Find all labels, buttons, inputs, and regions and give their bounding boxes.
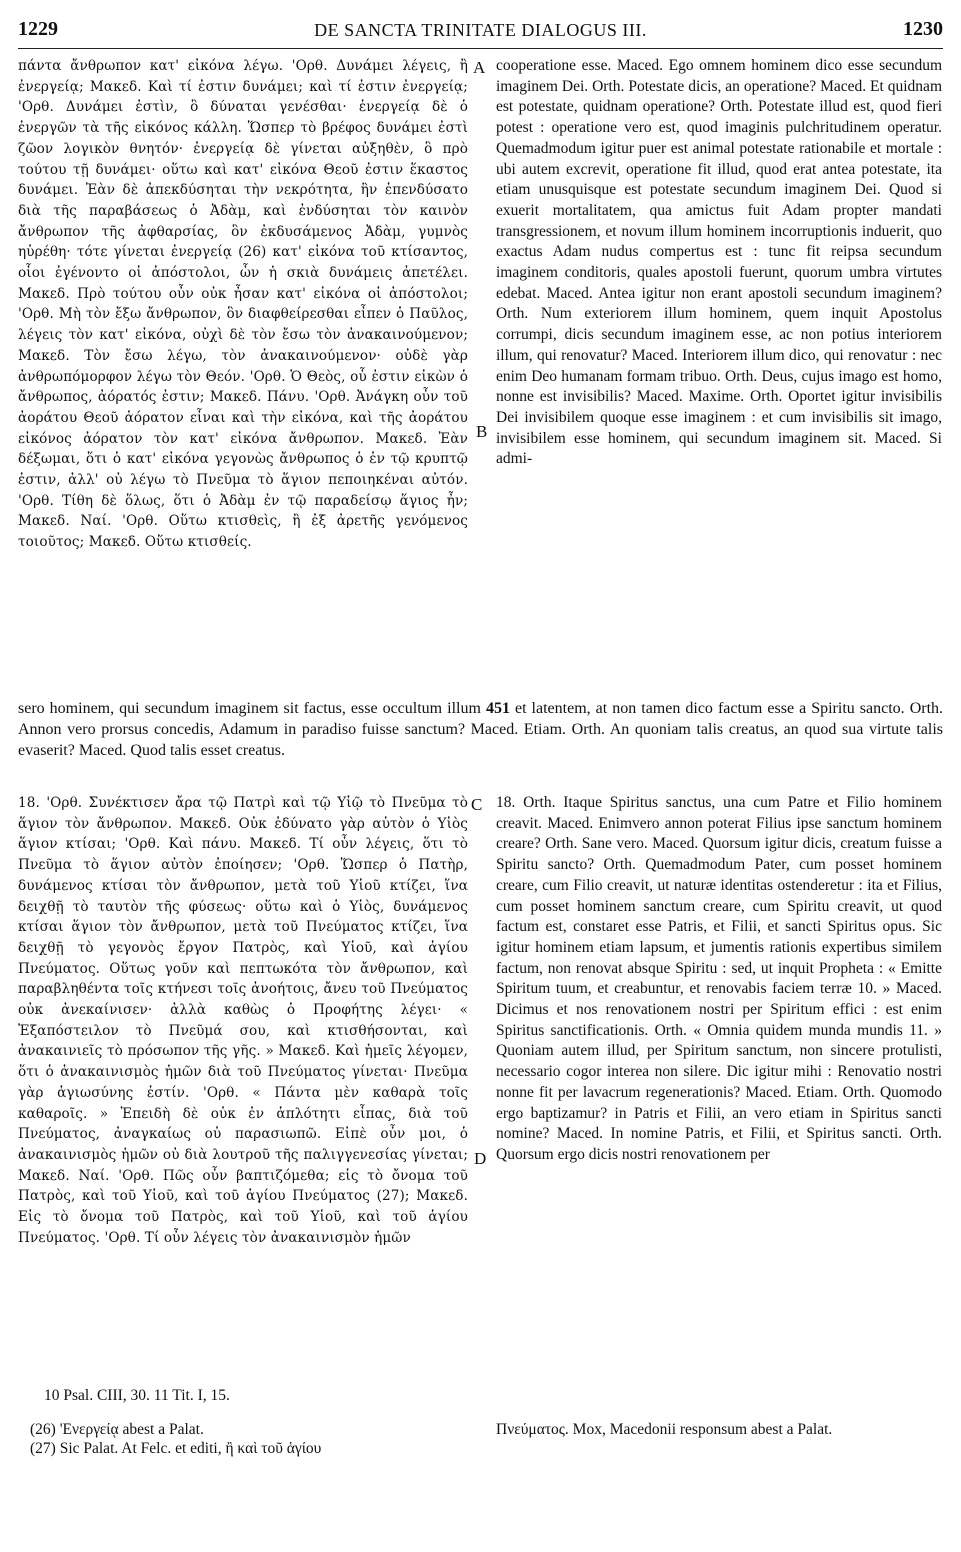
full-text-pre: sero hominem, qui secundum imaginem sit factus, esse occultum illum	[18, 700, 481, 717]
latin-column-1	[496, 56, 942, 694]
running-header	[18, 14, 943, 49]
latin-text-2: 18. Orth. Itaque Spiritus sanctus, una cum Patre et Filio hominem creavit. Maced. Enimvero annon poterat Filius ipse sanctum hominem creare? Orth. Sane vero. Maced. Quorsum igitur dicis, creatum fuisse a Spiritu sancto? Orth. Quemadmodum Pater, cum posset hominem creare, cum Filio creavit, ut naturæ identitas ostenderetur : ita et Filius, cum posset hominem sanctum creare, cum Spiritu creavit, ut quod factum est, constaret esse Patris, et Filii, et sancti Spiritus opus. Sic igitur hominem etiam lapsum, et jumentis rationis expertibus similem factum, non renovat absque Spiritu : sed, ut inquit Propheta : « Emitte Spiritum tuum, et creabuntur, et renovabis faciem terræ 10. » Maced. Dicimus et nos renovationem nostri per Spiritum effici : est enim Spiritus sanctificationis. Orth. « Omnia quidem munda mundis 11. » Quoniam autem illud, per Spiritum sanctum, non sincere protulisti, necessario cogor interea non silere. Dic igitur mihi : Renovatio nostri nonne fit per lavacrum regenerationis? Maced. Etiam. Orth. Quomodo ergo baptizamur? in Patris et Filii, an vero etiam in Spiritus sancti nomine? Maced. In nomine Patris, et Filii, et Spiritus sancti. Orth. Quorsum ergo dicis nostri renovationem per	[496, 794, 942, 1163]
greek-column-2	[18, 793, 468, 1385]
margin-marker-d: D	[474, 1149, 487, 1168]
margin-marker-c: C	[471, 795, 483, 814]
running-title: DE SANCTA TRINITATE DIALOGUS III.	[314, 20, 647, 40]
margin-marker-b: B	[476, 422, 488, 441]
margin-marker-a: A	[473, 58, 486, 77]
scripture-footnotes: 10 Psal. CIII, 30. 11 Tit. I, 15.	[44, 1387, 230, 1404]
greek-text-1: πάντα ἄνθρωπον κατ' εἰκόνα λέγω. 'Ορθ. Δυνάμει λέγεις, ἢ ἐνεργείᾳ; Μακεδ. Καὶ τί ἐστιν δυνάμει; καὶ τί ἐστιν ἐνεργείᾳ; 'Ορθ. Δυνάμει ἐστὶν, ὃ δύναται γενέσθαι· ἐνεργείᾳ δὲ ὁ ἐνεργῶν τὰ τῆς εἰκόνος κάλλη. Ὥσπερ τὸ βρέφος δυνάμει ἐστὶ ζῶον λογικὸν θνητόν· ἐνεργείᾳ δὲ γίνεται αὐξηθὲν, ὃ πρὸ τούτου τῇ δυνάμει· οὕτω καὶ κατ' εἰκόνα Θεοῦ ἐστιν ἕκαστος δυνάμει. Ἐὰν δὲ ἀπεκδύσηται τὴν νεκρότητα, ἣν ἐπενδύσατο διὰ τῆς παραβάσεως ὁ Ἀδὰμ, καὶ ἐνδύσηται τὸν καινὸν ἄνθρωπον τῆς ἀφθαρσίας, ὃν ἐκδυσάμενος Ἀδὰμ, γυμνὸς ηὑρέθη· τότε γίνεται ἐνεργείᾳ (26) κατ' εἰκόνα τοῦ κτίσαντος, οἷοι ἐγένοντο οἱ ἀπόστολοι, ὧν ἡ σκιὰ δυνάμεις ἀπετέλει. Μακεδ. Πρὸ τούτου οὖν οὐκ ἦσαν κατ' εἰκόνα οἱ ἀπόστολοι; 'Ορθ. Μὴ τὸν ἔξω ἄνθρωπον, ὃν διαφθείρεσθαι εἶπεν ὁ Παῦλος, λέγεις τὸν κατ' εἰκόνα, οὐχὶ δὲ τὸν ἔσω τὸν ἀνακαινούμενον; Μακεδ. Τὸν ἔσω λέγω, τὸν ἀνακαινούμενον· οὐδὲ γὰρ ἀνθρωπόμορφον λέγω τὸν Θεόν. 'Ορθ. Ὁ Θεὸς, οὗ ἐστιν εἰκὼν ὁ ἄνθρωπος, ἀόρατός ἐστιν; Μακεδ. Πάνυ. 'Ορθ. Ἀνάγκη οὖν τοῦ ἀοράτου Θεοῦ ἀόρατον εἶναι καὶ τὴν εἰκόνα, καὶ τῆς ἀοράτου εἰκόνος ἀόρατον τὸν κατ' εἰκόνα ἄνθρωπον. Μακεδ. Ἐὰν δέξωμαι, ὅτι ὁ κατ' εἰκόνα γεγονὼς ἄνθρωπος ὁ ἐν τῷ κρυπτῷ ἐστιν, ἀλλ' οὐ λέγω τὸ Πνεῦμα τὸ ἅγιον πεποιηκέναι αὐτόν. 'Ορθ. Τίθη δὲ ὅλως, ὅτι ὁ Ἀδὰμ ἐν τῷ παραδείσῳ ἅγιος ἦν; Μακεδ. Ναί. 'Ορθ. Οὕτω κτισθεὶς, ἢ ἐξ ἀρετῆς γενόμενος τοιοῦτος; Μακεδ. Οὕτω κτισθείς.	[18, 58, 468, 551]
greek-column-1	[18, 56, 468, 694]
note-right: Πνεύματος. Mox, Macedonii responsum abest a Palat.	[496, 1421, 833, 1438]
full-text-post: et latentem, at non tamen dico factum esse a Spiritu sancto. Orth. Annon vero prorsus concedis, Adamum in paradiso fuisse sanctum? Maced. Etiam. Orth. An quoniam talis creatus, an quod sua virtute talis evaserit? Maced. Quod talis esset creatus.	[18, 700, 944, 759]
latin-text-1: cooperatione esse. Maced. Ego omnem hominem dico esse secundum imaginem Dei. Orth. Potestate dicis, an operatione? Maced. Et quidnam est potestate, quidnam operatione? Orth. Potestate illud est, quod fieri potest : operatione vero est, quod imaginis pulchritudinem operatur. Quemadmodum igitur puer est animal potestate rationabile et mortale : ubi autem excrevit, operatione fit illud, quod erat antea potestate, ita etiam unusquisque est potestate secundum imaginem Dei. Quod si exuerit mortalitatem, qua amictus fuit Adam propter mandati transgressionem, et novum illum hominem incorruptionis induerit, quo exactus Adam nudus compertus est : tunc fit reipsa secundum imaginem conditoris, quales apostoli fuerunt, quorum umbra virtutes edebat. Maced. Antea igitur non erant apostoli secundum imaginem? Orth. Num exteriorem illum hominem, quem inquit Apostolus corrumpi, dicis secundum imaginem esse, ac non potius interiorem illum, qui renovatur? Maced. Interiorem illum dico, qui renovatur : nec enim Deo humanam formam tribuo. Orth. Deus, cujus imago est homo, nonne est invisibilis? Maced. Maxime. Orth. Oportet igitur invisibilis Dei invisibilem quoque esse imaginem : et cum invisibilis sit imago, invisibilem esse hominem, qui secundum imaginem sit. Maced. Si admi-	[496, 57, 942, 468]
latin-column-2	[496, 793, 942, 1385]
column-number: 451	[485, 700, 510, 717]
page-number-left: 1229	[18, 18, 58, 40]
greek-text-2: 18. 'Ορθ. Συνέκτισεν ἄρα τῷ Πατρὶ καὶ τῷ Υἱῷ τὸ Πνεῦμα τὸ ἅγιον τὸν ἄνθρωπον. Μακεδ. Οὐκ ἐδύνατο γὰρ αὐτὸν ὁ Υἱὸς ἅγιον κτίσαι; 'Ορθ. Καὶ πάνυ. Μακεδ. Τί οὖν λέγεις, ὅτι τὸ Πνεῦμα τὸ ἅγιον αὐτὸν ἐποίησεν; 'Ορθ. Ὥσπερ ὁ Πατὴρ, δυνάμενος κτίσαι τὸν ἄνθρωπον, μετὰ τοῦ Υἱοῦ κτίζει, ἵνα δειχθῇ τὸ ταυτὸν τῆς φύσεως· οὕτω καὶ ὁ Υἱὸς, δυνάμενος κτίσαι ἅγιον τὸν ἄνθρωπον, μετὰ τοῦ Πνεύματος κτίζει, ἵνα δειχθῇ τὸ γεγονὸς ἔργον Πατρὸς, καὶ Υἱοῦ, καὶ ἁγίου Πνεύματος. Οὕτως γοῦν καὶ πεπτωκότα τὸν ἄνθρωπον, καὶ παραβληθέντα τοῖς κτήνεσι τοῖς ἀνοήτοις, ἄνευ τοῦ Πνεύματος οὐκ ἀνεκαίνισεν· ἀλλὰ καθὼς ὁ Προφήτης λέγει· « Ἐξαπόστειλον τὸ Πνεῦμά σου, καὶ κτισθήσονται, καὶ ἀνακαινιεῖς τὸ πρόσωπον τῆς γῆς. » Μακεδ. Καὶ ἡμεῖς λέγομεν, ὅτι ὁ ἀνακαινισμὸς ἡμῶν διὰ τοῦ Πνεύματος γίνεται· Πνεῦμα γὰρ ἁγιωσύνης ἐστίν. 'Ορθ. « Πάντα μὲν καθαρὰ τοῖς καθαροῖς. » Ἐπειδὴ δὲ οὐκ ἐν ἁπλότητι εἶπας, διὰ τοῦ Πνεύματος, ἀναγκαίως οὐ παρασιωπῶ. Εἰπὲ οὖν μοι, ὁ ἀνακαινισμὸς ἡμῶν οὐ διὰ λουτροῦ τῆς παλιγγενεσίας γίνεται; Μακεδ. Ναί. 'Ορθ. Πῶς οὖν βαπτιζόμεθα; εἰς τὸ ὄνομα τοῦ Πατρὸς, καὶ τοῦ Υἱοῦ, καὶ τοῦ ἁγίου Πνεύματος (27); Μακεδ. Εἰς τὸ ὄνομα τοῦ Πατρὸς, καὶ τοῦ Υἱοῦ, καὶ τοῦ ἁγίου Πνεύματος. 'Ορθ. Τί οὖν λέγεις τὸν ἀνακαινισμὸν ἡμῶν	[18, 795, 468, 1246]
apparatus-notes-right	[496, 1420, 942, 1439]
apparatus-notes-left	[30, 1420, 470, 1458]
note-27: (27) Sic Palat. At Felc. et editi, ἢ καὶ τοῦ ἁγίου	[30, 1440, 322, 1457]
note-26: (26) 'Ενεργείᾳ abest a Palat.	[30, 1421, 204, 1438]
full-width-paragraph	[18, 698, 943, 786]
page-number-right: 1230	[903, 18, 943, 40]
